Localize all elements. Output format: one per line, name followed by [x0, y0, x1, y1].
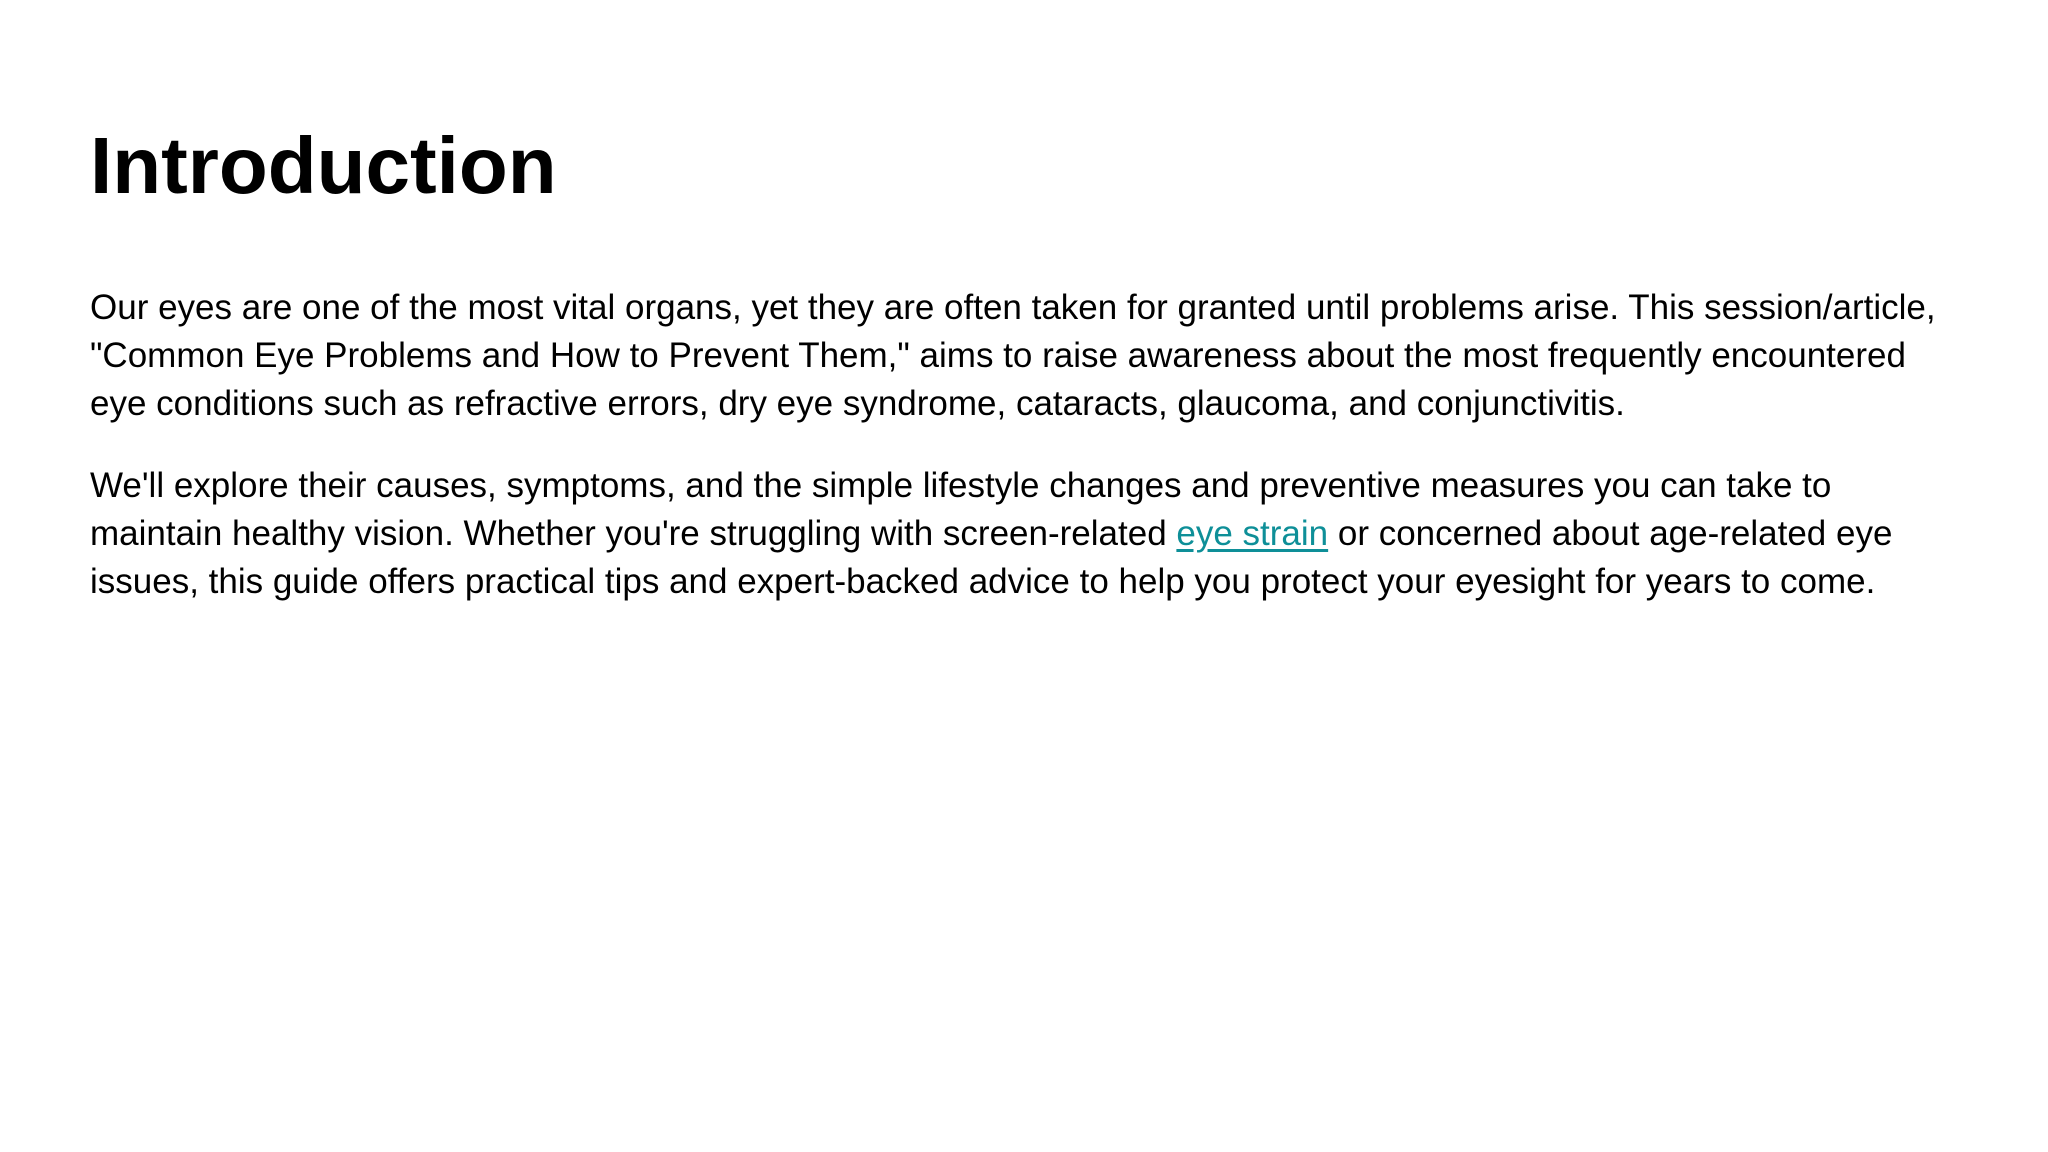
paragraph-2-text-before-link: We'll explore their causes, symptoms, and the simple lifestyle changes and preventive measures you can take to maintain healthy vision. Whether you're struggling with screen-related [90, 466, 1832, 553]
slide-body [90, 284, 1970, 640]
intro-paragraph-1: Our eyes are one of the most vital organs, yet they are often taken for granted until problems arise. This session/article, "Common Eye Problems and How to Prevent Them," aims to raise awareness about the most frequently encountered eye conditions such as refractive errors, dry eye syndrome, cataracts, glaucoma, and conjunctivitis. [90, 288, 1936, 423]
intro-paragraph-2 [90, 462, 1970, 606]
paragraph-2-text-after-link: or concerned about age-related eye issues, this guide offers practical tips and expert-backed advice to help you protect your eyesight for years to come. [90, 514, 1893, 601]
slide-title: Introduction [90, 121, 557, 210]
eye-strain-link[interactable]: eye strain [1176, 514, 1329, 553]
